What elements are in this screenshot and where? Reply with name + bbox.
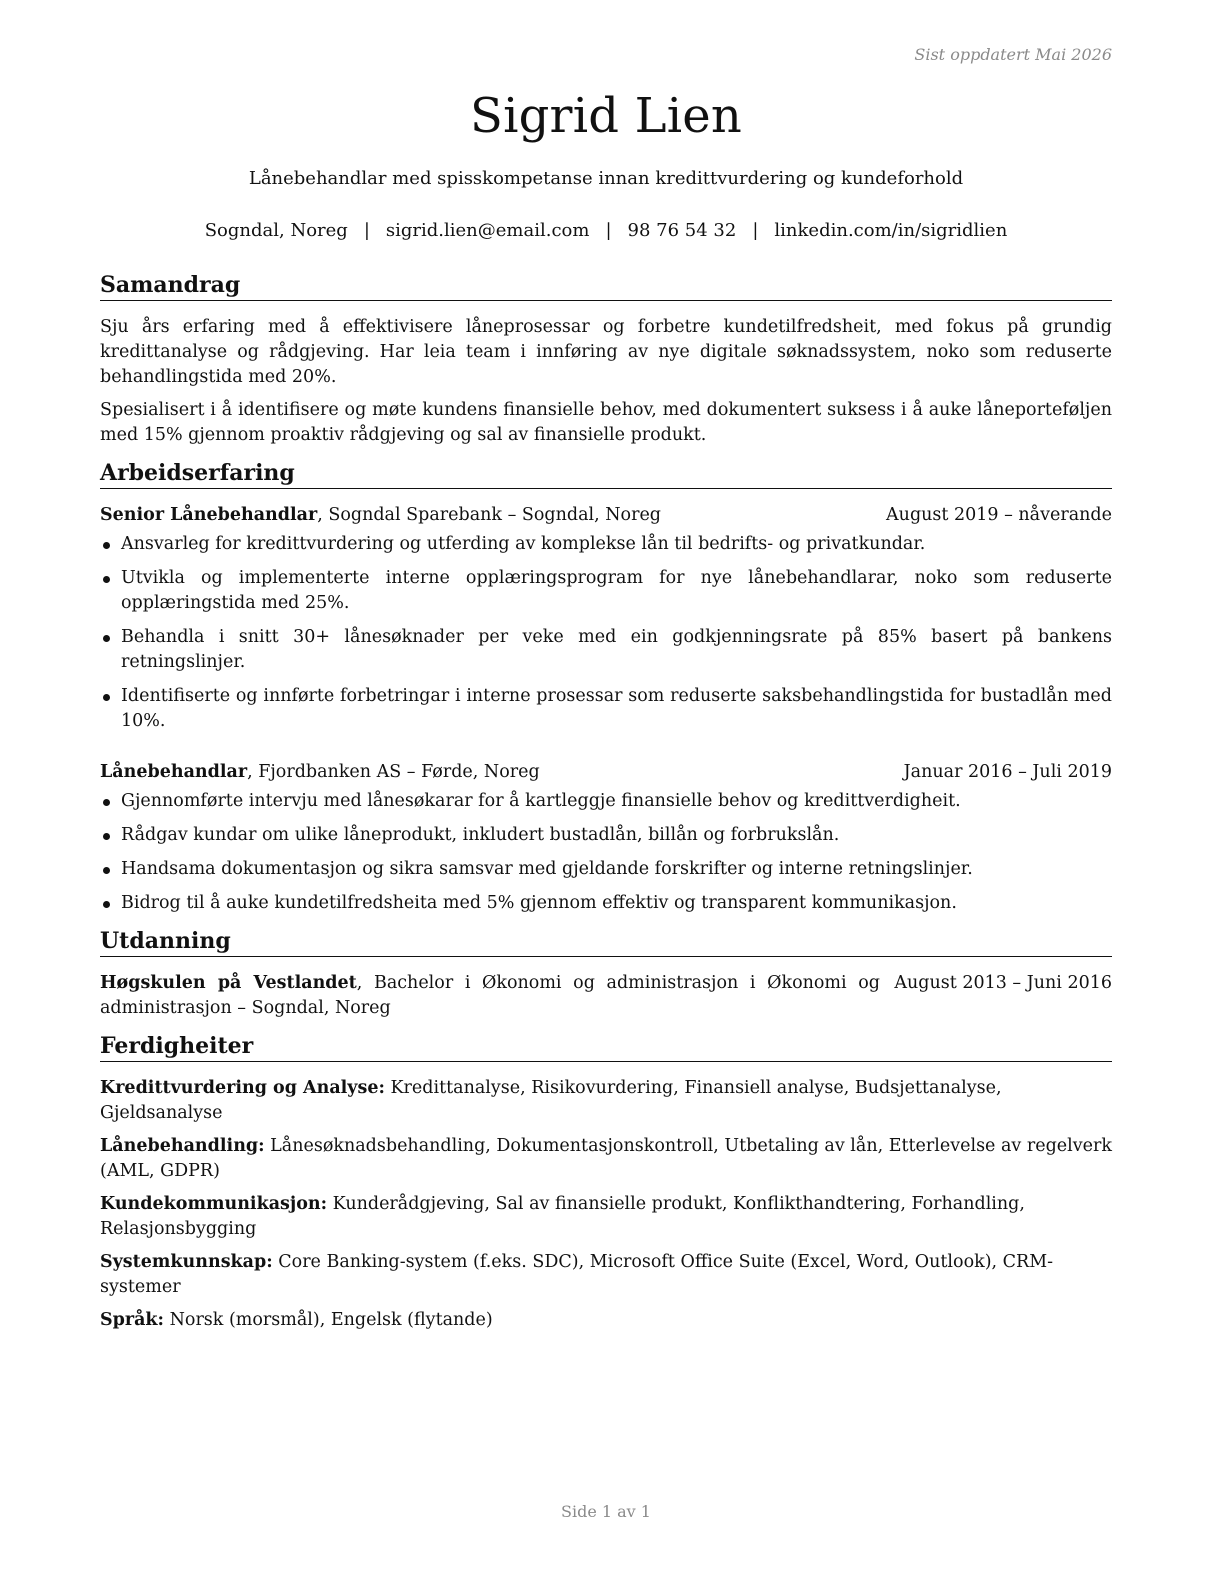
section-title-skills: Ferdigheiter — [100, 1031, 1112, 1062]
skill-label: Systemkunnskap: — [100, 1252, 273, 1272]
skill-label: Kredittvurdering og Analyse: — [100, 1078, 385, 1098]
job-title-line — [100, 503, 661, 528]
job-header — [100, 503, 1112, 528]
contact-phone: 98 76 54 32 — [627, 220, 737, 241]
list-item: Gjennomførte intervju med lånesøkarar for å kartleggje finansielle behov og kredittverdigheit. — [100, 789, 1112, 814]
list-item: Utvikla og implementerte interne opplæringsprogram for nye lånebehandlarar, noko som reduserte opplæringstida med 25%. — [100, 566, 1112, 616]
contact-location: Sogndal, Noreg — [204, 220, 348, 241]
skill-row — [100, 1134, 1112, 1184]
list-item: Rådgav kundar om ulike låneprodukt, inkludert bustadlån, billån og forbrukslån. — [100, 823, 1112, 848]
job-title-line — [100, 760, 540, 785]
summary-section — [100, 270, 1112, 448]
education-entry — [100, 971, 1112, 1021]
skill-row — [100, 1076, 1112, 1126]
job-dates: Januar 2016 – Juli 2019 — [903, 762, 1112, 782]
education-details: , Bachelor i Økonomi og administrasjon i Økonomi og administrasjon – Sogndal, Noreg — [100, 973, 880, 1018]
skill-value: Kredittanalyse, Risikovurdering, Finansiell analyse, Budsjettanalyse, Gjeldsanalyse — [100, 1078, 1002, 1123]
job-header — [100, 760, 1112, 785]
resume-content — [100, 270, 1112, 1343]
skill-label: Språk: — [100, 1310, 165, 1330]
contact-separator: | — [363, 220, 370, 241]
skill-value: Norsk (morsmål), Engelsk (flytande) — [164, 1310, 493, 1330]
list-item: Handsama dokumentasjon og sikra samsvar med gjeldande forskrifter og interne retningslinjer. — [100, 857, 1112, 882]
section-title-experience: Arbeidserfaring — [100, 458, 1112, 489]
last-updated: Sist oppdatert Mai 2026 — [914, 45, 1112, 64]
skill-row — [100, 1192, 1112, 1242]
job-role: Lånebehandlar — [100, 762, 248, 782]
job-entry — [100, 760, 1112, 916]
skill-row — [100, 1250, 1112, 1300]
resume-tagline: Lånebehandlar med spisskompetanse innan kredittvurdering og kundeforhold — [248, 168, 964, 189]
section-title-summary: Samandrag — [100, 270, 1112, 301]
education-dates: August 2013 – Juni 2016 — [894, 973, 1112, 993]
resume-name: Sigrid Lien — [470, 88, 742, 144]
job-bullets — [100, 789, 1112, 916]
list-item: Identifiserte og innførte forbetringar i interne prosessar som reduserte saksbehandlingstida for bustadlån med 10%. — [100, 684, 1112, 734]
job-org: , Fjordbanken AS – Førde, Noreg — [247, 762, 540, 782]
page-footer: Side 1 av 1 — [561, 1502, 651, 1521]
job-dates: August 2019 – nåverande — [886, 505, 1112, 525]
skill-value: Core Banking-system (f.eks. SDC), Microsoft Office Suite (Excel, Word, Outlook), CRM-systemer — [100, 1252, 1054, 1297]
job-org: , Sogndal Sparebank – Sogndal, Noreg — [317, 505, 662, 525]
job-bullets — [100, 532, 1112, 734]
summary-paragraph: Sju års erfaring med å effektivisere låneprosessar og forbetre kundetilfredsheit, med fokus på grundig kredittanalyse og rådgjeving. Har leia team i innføring av nye digitale søknadssystem, noko som reduserte behandlingstida med 20%. — [100, 317, 1112, 387]
skills-section — [100, 1031, 1112, 1333]
skill-value: Lånesøknadsbehandling, Dokumentasjonskontroll, Utbetaling av lån, Etterlevelse av regelverk (AML, GDPR) — [100, 1136, 1112, 1181]
skill-row — [100, 1308, 1112, 1333]
job-role: Senior Lånebehandlar — [100, 505, 318, 525]
experience-section — [100, 458, 1112, 916]
skill-value: Kunderådgjeving, Sal av finansielle produkt, Konflikthandtering, Forhandling, Relasjonsbygging — [100, 1194, 1025, 1239]
resume-page — [100, 0, 1112, 1584]
education-description — [100, 971, 880, 1021]
summary-paragraph: Spesialisert i å identifisere og møte kundens finansielle behov, med dokumentert suksess i å auke låneporteføljen med 15% gjennom proaktiv rådgjeving og sal av finansielle produkt. — [100, 400, 1112, 445]
list-item: Ansvarleg for kredittvurdering og utferding av komplekse lån til bedrifts- og privatkundar. — [100, 532, 1112, 557]
list-item: Bidrog til å auke kundetilfredsheita med 5% gjennom effektiv og transparent kommunikasjon. — [100, 891, 1112, 916]
contact-line — [100, 220, 1112, 241]
section-title-education: Utdanning — [100, 926, 1112, 957]
contact-separator: | — [752, 220, 759, 241]
contact-email[interactable]: sigrid.lien@email.com — [385, 220, 590, 241]
skill-label: Kundekommunikasjon: — [100, 1194, 328, 1214]
contact-linkedin[interactable]: linkedin.com/in/sigridlien — [774, 220, 1008, 241]
contact-separator: | — [605, 220, 612, 241]
list-item: Behandla i snitt 30+ lånesøknader per veke med ein godkjenningsrate på 85% basert på bankens retningslinjer. — [100, 625, 1112, 675]
job-entry — [100, 503, 1112, 734]
education-school: Høgskulen på Vestlandet — [100, 973, 357, 993]
education-section — [100, 926, 1112, 1021]
skill-label: Lånebehandling: — [100, 1136, 265, 1156]
